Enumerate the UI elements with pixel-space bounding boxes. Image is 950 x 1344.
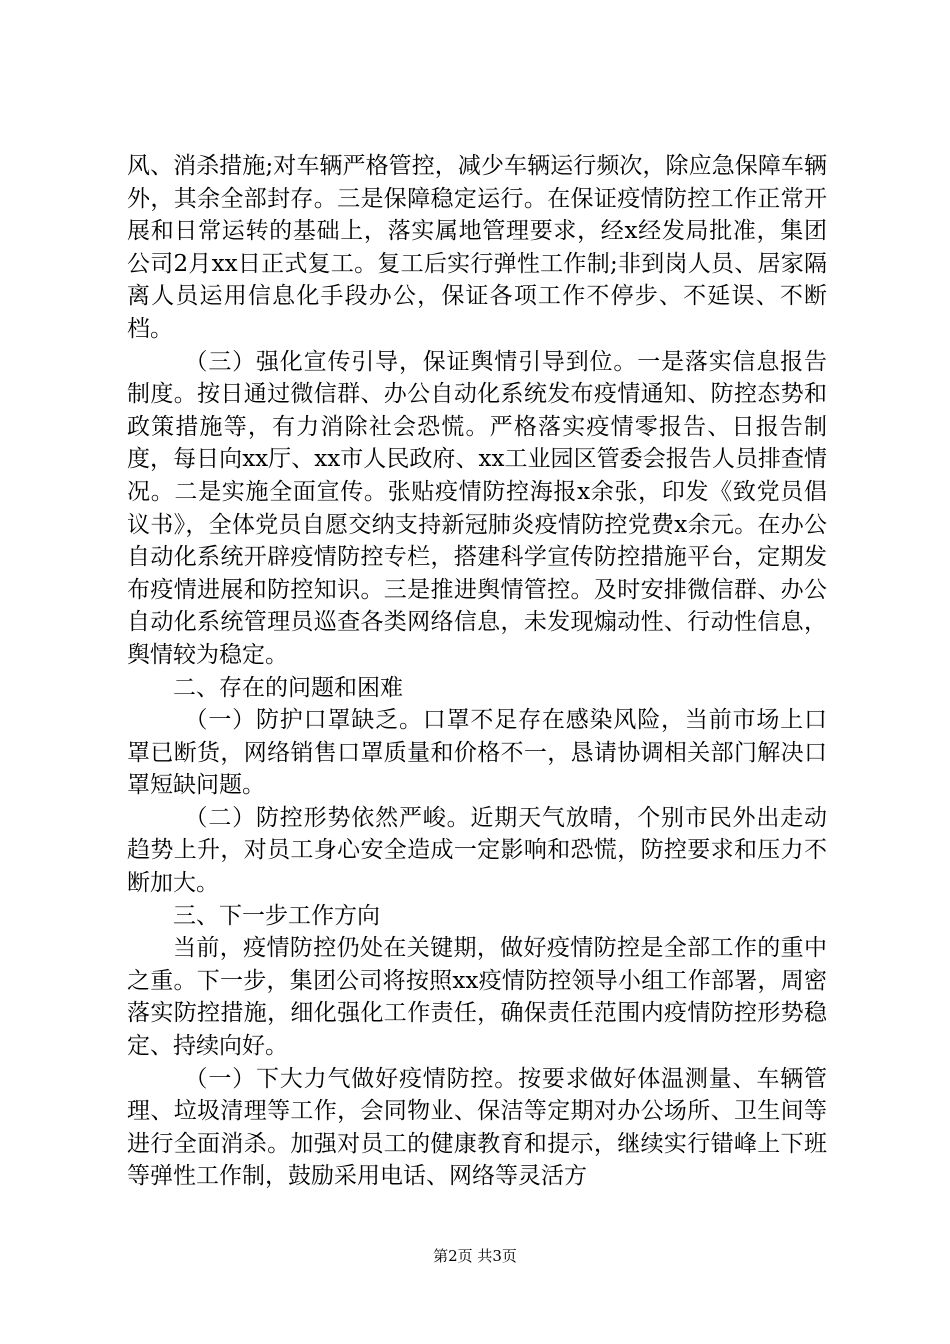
paragraph-continuation: 风、消杀措施;对车辆严格管控，减少车辆运行频次，除应急保障车辆外，其余全部封存。三是保障稳定运行。在保证疫情防控工作正常开展和日常运转的基础上，落实属地管理要求，经x经发局批准，集团公司2月xx日正式复工。复工后实行弹性工作制;非到岗人员、居家隔离人员运用信息化手段办公，保证各项工作不停步、不延误、不断档。 — [127, 153, 827, 342]
page-number-footer: 第2页 共3页 — [433, 1247, 517, 1265]
paragraph-severe-situation: （二）防控形势依然严峻。近期天气放晴，个别市民外出走动趋势上升，对员工身心安全造成一定影响和恐慌，防控要求和压力不断加大。 — [127, 804, 827, 897]
paragraph-current-stage: 当前，疫情防控仍处在关键期，做好疫情防控是全部工作的重中之重。下一步，集团公司将按照xx疫情防控领导小组工作部署，周密落实防控措施，细化强化工作责任，确保责任范围内疫情防控形势稳定、持续向好。 — [127, 935, 827, 1060]
heading-problems: 二、存在的问题和困难 — [173, 674, 403, 701]
document-body — [127, 150, 827, 1193]
paragraph-mask-shortage: （一）防护口罩缺乏。口罩不足存在感染风险，当前市场上口罩已断货，网络销售口罩质量和价格不一，恳请协调相关部门解决口罩短缺问题。 — [127, 707, 827, 799]
paragraph-section-three-publicity: （三）强化宣传引导，保证舆情引导到位。一是落实信息报告制度。按日通过微信群、办公自动化系统发布疫情通知、防控态势和政策措施等，有力消除社会恐慌。严格落实疫情零报告、日报告制度，每日向xx厅、xx市人民政府、xx工业园区管委会报告人员排查情况。二是实施全面宣传。张贴疫情防控海报x余张，印发《致党员倡议书》，全体党员自愿交纳支持新冠肺炎疫情防控党费x余元。在办公自动化系统开辟疫情防控专栏，搭建科学宣传防控措施平台，定期发布疫情进展和防控知识。三是推进舆情管控。及时安排微信群、办公自动化系统管理员巡查各类网络信息，未发现煽动性、行动性信息，舆情较为稳定。 — [127, 348, 827, 668]
paragraph-prevention-effort: （一）下大力气做好疫情防控。按要求做好体温测量、车辆管理、垃圾清理等工作，会同物业、保洁等定期对办公场所、卫生间等进行全面消杀。加强对员工的健康教育和提示，继续实行错峰上下班等弹性工作制，鼓励采用电话、网络等灵活方 — [127, 1065, 827, 1190]
heading-next-steps: 三、下一步工作方向 — [173, 902, 380, 929]
